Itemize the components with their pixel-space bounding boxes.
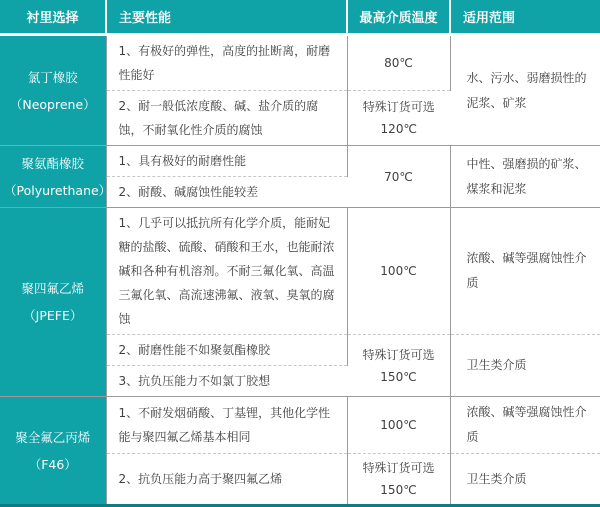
- max-temp-cell: [347, 335, 450, 397]
- material-cell: [0, 397, 106, 506]
- header-cell-scope: 适用范围: [450, 0, 600, 35]
- max-temp-cell: 80℃: [347, 35, 450, 91]
- table-row: [0, 35, 600, 91]
- material-cell: [0, 146, 112, 208]
- max-temp-cell: [347, 91, 450, 146]
- material-cell: [0, 208, 106, 397]
- table-row: [0, 208, 600, 335]
- performance-item: 2、耐一般低浓度酸、碱、盐介质的腐蚀，不耐氧化性介质的腐蚀: [106, 91, 347, 146]
- performance-item: 3、抗负压能力不如氯丁胶想: [106, 366, 347, 397]
- special-order-temp: 120℃: [380, 122, 417, 136]
- header-cell-max-temp: 最高介质温度: [347, 0, 450, 35]
- scope-cell: 中性、强磨损的矿浆、煤浆和泥浆: [450, 146, 600, 208]
- performance-item: 2、耐酸、碱腐蚀性能较差: [106, 177, 347, 208]
- material-name: 聚全氟乙丙烯: [15, 429, 91, 445]
- header-cell-performance: 主要性能: [106, 0, 347, 35]
- material-en-name: （JPEFE）: [23, 308, 83, 323]
- scope-cell: 浓酸、碱等强腐蚀性介质: [450, 208, 600, 335]
- performance-item: 2、耐磨性能不如聚氨酯橡胶: [106, 335, 347, 366]
- max-temp-cell: 70℃: [347, 146, 450, 208]
- header-row: [0, 0, 600, 35]
- max-temp-cell: [347, 454, 450, 506]
- material-name: 聚四氟乙烯: [21, 281, 84, 296]
- scope-cell: 浓酸、碱等强腐蚀性介质: [450, 397, 600, 454]
- special-order-label: 特殊订货可选: [362, 461, 435, 475]
- special-order-temp: 150℃: [380, 483, 417, 497]
- material-cell: [0, 35, 106, 146]
- material-name: 聚氨酯橡胶: [21, 155, 84, 171]
- material-en-name: （Neoprene）: [9, 96, 96, 112]
- max-temp-cell: 100℃: [347, 397, 450, 454]
- special-order-temp: 150℃: [380, 369, 417, 384]
- table-row: [0, 397, 600, 454]
- header-cell-lining: 衬里选择: [0, 0, 106, 35]
- scope-cell: 卫生类介质: [450, 335, 600, 397]
- scope-cell: 水、污水、弱磨损性的泥浆、矿浆: [450, 35, 600, 146]
- scope-cell: 卫生类介质: [450, 454, 600, 506]
- performance-item: 1、具有极好的耐磨性能: [106, 146, 347, 177]
- performance-item: 2、抗负压能力高于聚四氟乙烯: [106, 454, 347, 506]
- special-order-label: 特殊订货可选: [362, 347, 435, 362]
- material-en-name: （Polyurethane）: [4, 182, 112, 198]
- performance-item: 1、有极好的弹性，高度的扯断离，耐磨性能好: [106, 35, 347, 91]
- performance-item: 1、几乎可以抵抗所有化学介质，能耐妃糖的盐酸、硫酸、硝酸和王水，也能耐浓碱和各种有机溶剂。不耐三氟化氧、高温三氟化氧、高流速沸氟、液氧、臭氧的腐蚀: [106, 208, 347, 335]
- material-en-name: （F46）: [28, 456, 77, 472]
- table-row: [0, 146, 600, 177]
- special-order-label: 特殊订货可选: [362, 100, 435, 114]
- max-temp-cell: 100℃: [347, 208, 450, 335]
- performance-item: 1、不耐发烟硝酸、丁基锂，其他化学性能与聚四氟乙烯基本相同: [106, 397, 347, 454]
- material-name: 氯丁橡胶: [27, 69, 78, 85]
